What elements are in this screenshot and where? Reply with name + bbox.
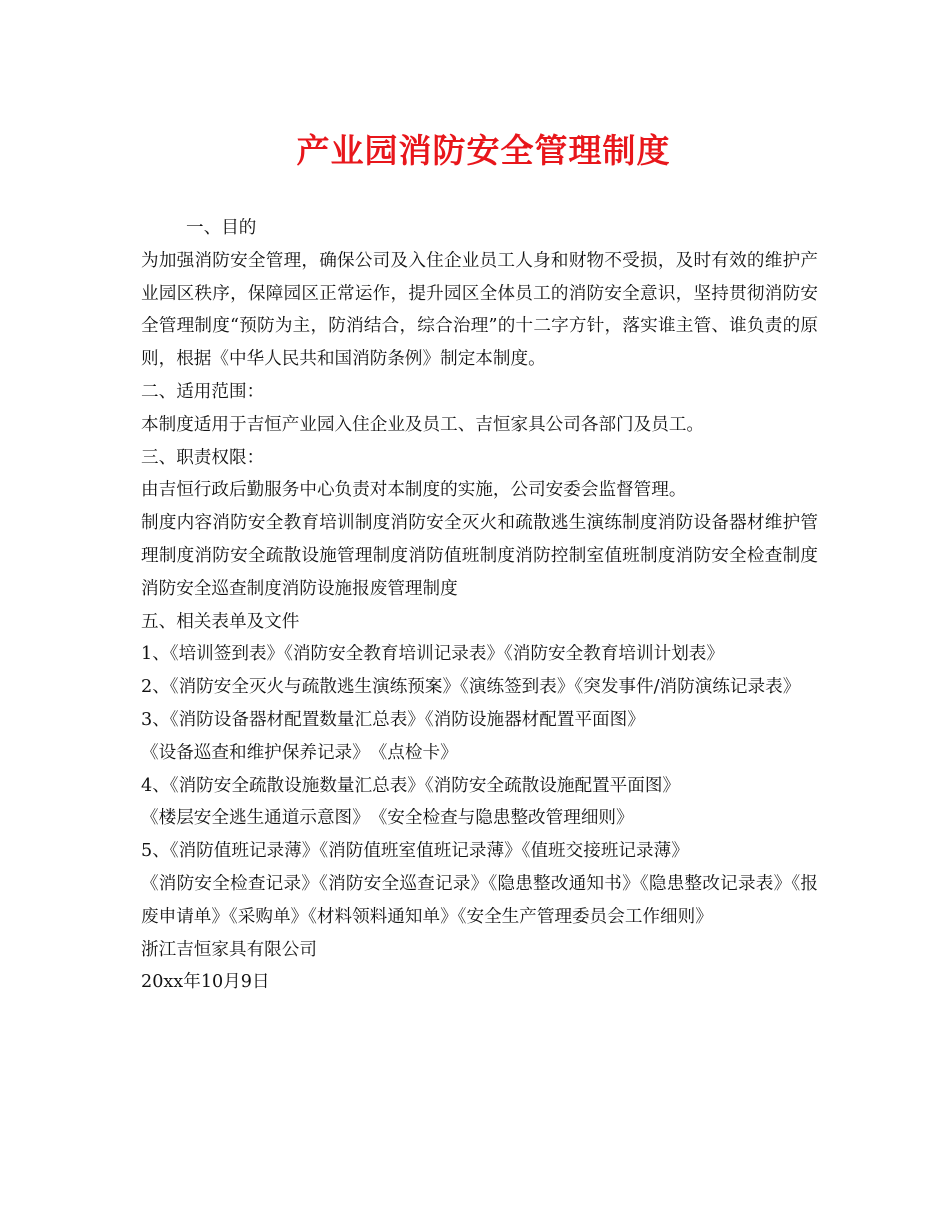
section-duty-text: 由吉恒行政后勤服务中心负责对本制度的实施，公司安委会监督管理。 — [141, 480, 687, 501]
form-list-item: 《设备巡查和维护保养记录》 《点检卡》 — [141, 742, 458, 763]
form-list-item: 《楼层安全逃生通道示意图》 《安全检查与隐患整改管理细则》 — [141, 808, 634, 829]
form-list-item: 1、《培训签到表》《消防安全教育培训记录表》《消防安全教育培训计划表》 — [141, 644, 724, 665]
section-scope-text: 本制度适用于吉恒产业园入住企业及员工、吉恒家具公司各部门及员工。 — [141, 414, 705, 435]
form-list-item: 5、《消防值班记录薄》《消防值班室值班记录薄》《值班交接班记录薄》 — [141, 841, 689, 862]
section-purpose-text: 为加强消防安全管理，确保公司及入住企业员工人身和财物不受损，及时有效的维护产业园区秩序，保障园区正常运作，提升园区全体员工的消防安全意识，坚持贯彻消防安全管理制度“预防为主，防消结合，综合治理”的十二字方针，落实谁主管、谁负责的原则，根据《中华人民共和国消防条例》制定本制度。 — [141, 250, 818, 370]
form-list-item: 2、《消防安全灭火与疏散逃生演练预案》《演练签到表》《突发事件/消防演练记录表》 — [141, 677, 801, 698]
section-content-text: 制度内容消防安全教育培训制度消防安全灭火和疏散逃生演练制度消防设备器材维护管理制度消防安全疏散设施管理制度消防值班制度消防控制室值班制度消防安全检查制度消防安全巡查制度消防设施报废管理制度 — [141, 513, 818, 599]
section-forms-heading: 五、相关表单及文件 — [141, 611, 300, 632]
document-body — [141, 212, 818, 999]
form-list-item: 3、《消防设备器材配置数量汇总表》《消防设施器材配置平面图》 — [141, 709, 645, 730]
section-purpose-heading: 一、目的 — [186, 218, 257, 238]
document-date: 20xx年10月9日 — [141, 972, 270, 993]
form-list-item: 4、《消防安全疏散设施数量汇总表》《消防安全疏散设施配置平面图》 — [141, 775, 681, 796]
section-duty-heading: 三、职责权限： — [141, 447, 265, 468]
document-title: 产业园消防安全管理制度 — [296, 131, 671, 170]
company-name: 浙江吉恒家具有限公司 — [141, 939, 317, 960]
section-scope-heading: 二、适用范围： — [141, 381, 265, 402]
form-list-item: 《消防安全检查记录》《消防安全巡查记录》《隐患整改通知书》《隐患整改记录表》《报废申请单》《采购单》《材料领料通知单》《安全生产管理委员会工作细则》 — [141, 873, 818, 927]
